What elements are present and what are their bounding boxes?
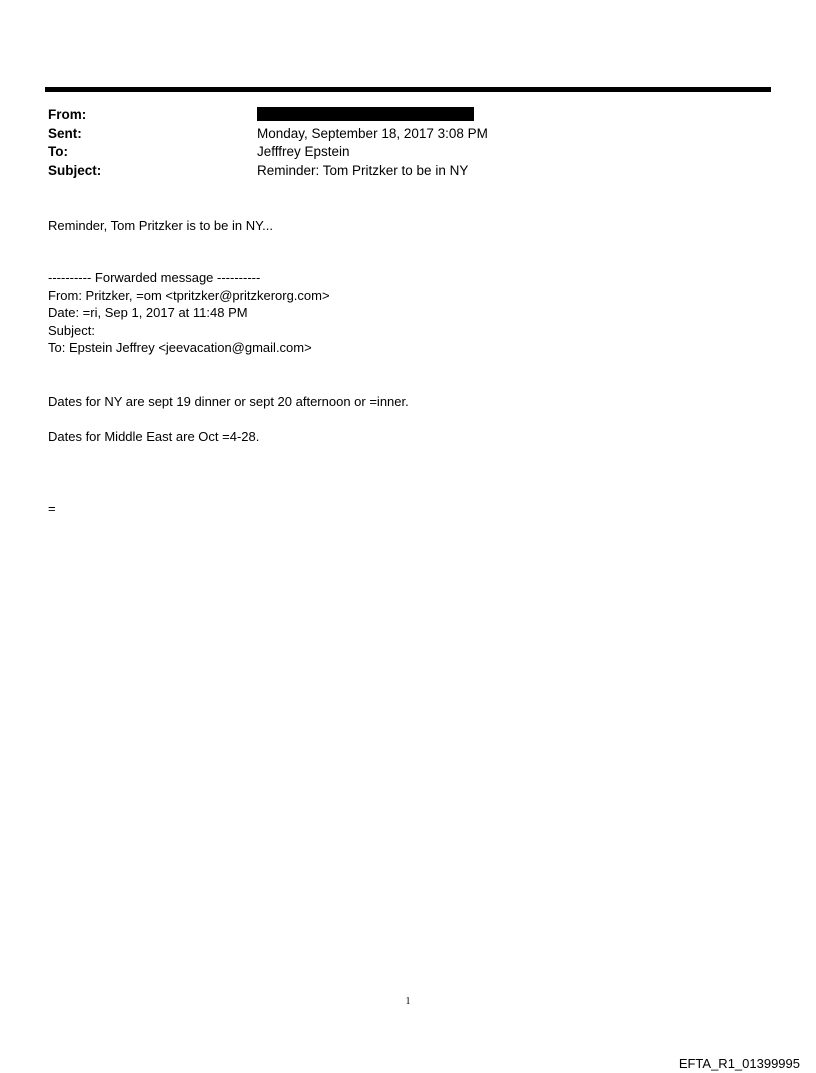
subject-label: Subject: (48, 162, 102, 178)
forwarded-date: Date: =ri, Sep 1, 2017 at 11:48 PM (48, 305, 248, 320)
from-row (48, 106, 768, 125)
to-value: Jefffrey Epstein (257, 144, 350, 159)
from-label: From: (48, 107, 87, 122)
forwarded-from: From: Pritzker, =om <tpritzker@pritzkerorg.com> (48, 287, 330, 303)
sent-value: Monday, September 18, 2017 3:08 PM (257, 125, 488, 141)
forward-divider: ---------- Forwarded message ---------- (48, 270, 261, 285)
forwarded-subject: Subject: (48, 322, 95, 338)
bates-number: EFTA_R1_01399995 (678, 1056, 800, 1071)
dates-middle-east-paragraph: Dates for Middle East are Oct =4-28. (48, 429, 260, 444)
redaction-block (257, 107, 474, 121)
intro-line: Reminder, Tom Pritzker is to be in NY... (48, 218, 273, 233)
page-number: 1 (405, 996, 411, 1007)
from-value (257, 106, 474, 125)
email-header (48, 106, 768, 180)
dates-ny-paragraph: Dates for NY are sept 19 dinner or sept 20 afternoon or =inner. (48, 394, 409, 409)
subject-row (48, 162, 768, 181)
to-row (48, 143, 768, 162)
sent-label: Sent: (48, 125, 82, 141)
sent-row (48, 125, 768, 144)
to-label: To: (48, 144, 68, 159)
header-rule (45, 87, 771, 92)
trailing-equals: = (48, 501, 56, 516)
forwarded-to: To: Epstein Jeffrey <jeevacation@gmail.com> (48, 340, 312, 355)
subject-value: Reminder: Tom Pritzker to be in NY (257, 162, 469, 178)
